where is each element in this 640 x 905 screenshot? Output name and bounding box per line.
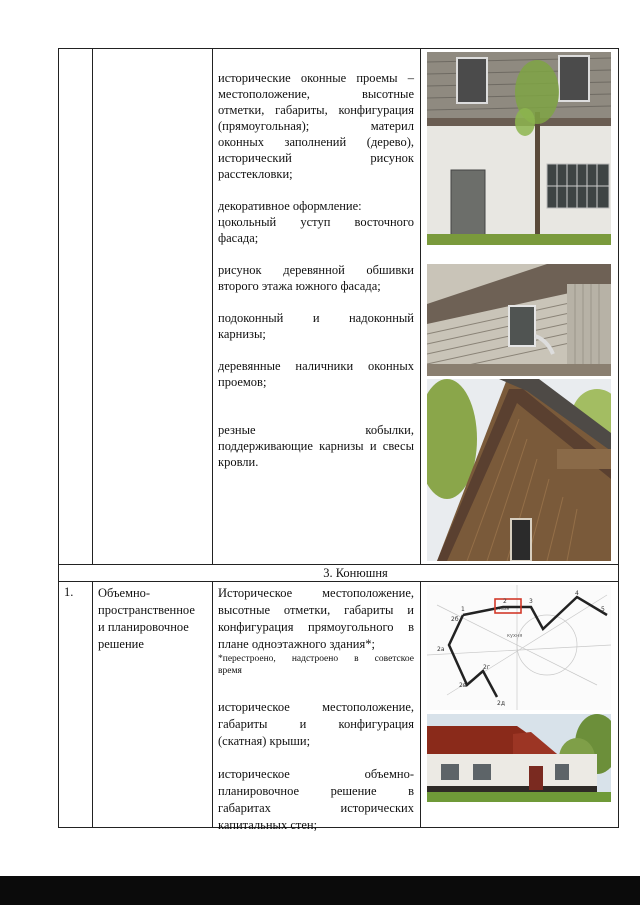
plan-label-2v: 2в [459,682,467,689]
table-border-top [58,48,619,49]
para-decor-l3: фасада; [218,231,259,245]
table-border-left [58,48,59,828]
plan-label-2d: 2д [497,700,505,707]
para-brackets-l3: кровли. [218,455,259,469]
row-element-name [98,585,210,653]
table-col-divider-3b [420,582,421,828]
table-col-divider-3 [420,48,421,565]
para-windows-l1: исторические оконные проемы – [218,71,414,85]
table-col-divider-2 [212,48,213,565]
para-windows-l4: (прямоугольная); материл [218,119,414,133]
section-title: 3. Конюшня [323,566,388,580]
para-windows-l7: расстекловки; [218,167,293,181]
para-windows-l6: исторический рисунок [218,151,414,165]
para-plan-l4: капитальных стен; [218,818,318,832]
para-trims-l2: проемов; [218,375,267,389]
plan-label-3: 3 [529,598,533,605]
para-decor-l1: декоративное оформление: [218,199,362,213]
para-brackets-l2: поддерживающие карнизы и свесы [218,439,414,453]
plan-label-5: 5 [601,606,605,613]
photo-wooden-cladding [427,264,611,376]
para-roof-l2: габариты и конфигурация [218,717,414,731]
preservation-items-upper [218,70,414,470]
plan-label-1: 1 [461,606,465,613]
scan-bottom-bar [0,876,640,905]
para-windows-l5: оконных заполнений (дерево), [218,135,414,149]
plan-label-2g: 2г [483,664,490,671]
row-name-l3: и планировочное [98,620,189,634]
para-windows-l3: отметки, габариты, конфигурация [218,103,414,117]
row-name-l2: пространственное [98,603,195,617]
row-name-l4: решение [98,637,144,651]
para-cladding-l1: рисунок деревянной обшивки [218,263,414,277]
para-windows-l2: местоположение, высотные [218,87,414,101]
plan-label-2b: 2б [451,616,459,623]
table-col-divider-1 [92,48,93,565]
para-brackets-l1: резные кобылки, [218,423,414,437]
plan-label-plan: план [499,606,510,611]
para-volume-l2: высотные отметки, габариты и [218,603,414,617]
para-decor-l2: цокольный уступ восточного [218,215,414,229]
preservation-items-stable [218,585,414,834]
plan-label-2a: 2а [437,646,445,653]
photo-stable-building [427,714,611,802]
table-row-divider-b [58,581,619,582]
para-plan-l3: габаритах исторических [218,801,414,815]
note-l1: *перестроено, надстроено в советское [218,654,414,664]
para-cladding-l2: второго этажа южного фасада; [218,279,381,293]
plan-label-kitchen: кухня [507,633,523,639]
site-plan-drawing [427,585,611,710]
para-cornices-l2: карнизы; [218,327,266,341]
row-name-l1: Объемно- [98,586,151,600]
plan-label-4: 4 [575,590,579,597]
row-number: 1. [64,585,74,599]
para-volume-l4: плане одноэтажного здания*; [218,637,375,651]
para-volume-l1: Историческое местоположение, [218,586,414,600]
para-roof-l1: историческое местоположение, [218,700,414,714]
para-plan-l2: планировочное решение в [218,784,414,798]
para-plan-l1: историческое объемно- [218,767,414,781]
table-col-divider-2b [212,582,213,828]
photo-gable-brackets [427,379,611,561]
table-col-divider-1b [92,582,93,828]
table-border-right [618,48,619,828]
plan-label-2: 2 [503,598,507,605]
para-trims-l1: деревянные наличники оконных [218,359,414,373]
para-cornices-l1: подоконный и надоконный [218,311,414,325]
note-l2: время [218,666,242,676]
para-volume-l3: конфигурация прямоугольного в [218,620,414,634]
para-roof-l3: (скатная) крыши; [218,734,311,748]
photo-facade-door [427,52,611,245]
